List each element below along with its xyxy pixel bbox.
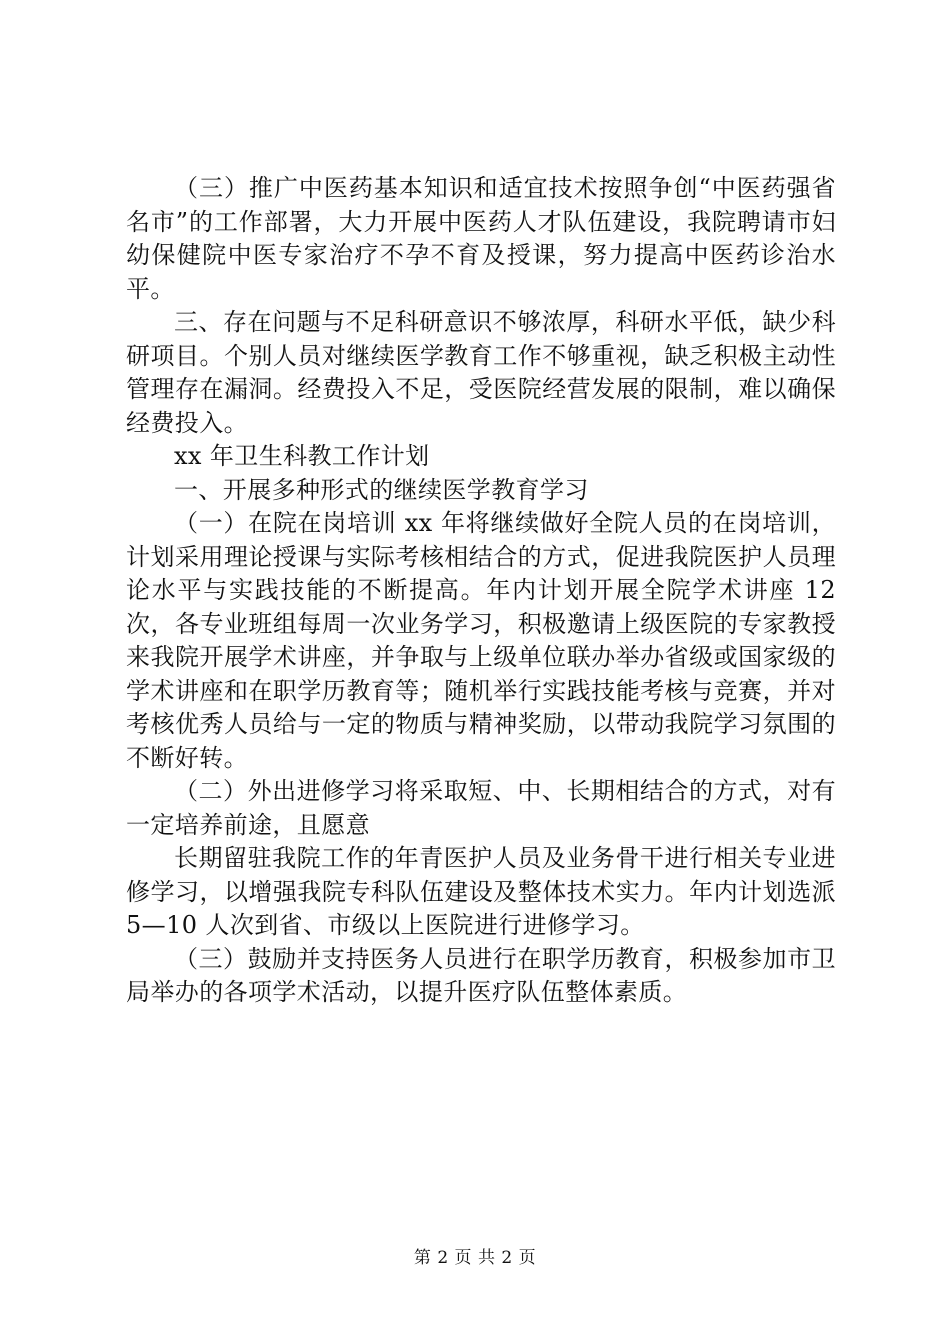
paragraph-plan-title: xx 年卫生科教工作计划	[174, 442, 430, 470]
paragraph-external-study: （二）外出进修学习将采取短、中、长期相结合的方式，对有一定培养前途，且愿意	[126, 777, 836, 839]
paragraph-onsite-training: （一）在院在岗培训 xx 年将继续做好全院人员的在岗培训，计划采用理论授课与实际考核相结合的方式，促进我院医护人员理论水平与实践技能的不断提高。年内计划开展全院学术讲座 12 次，各专业班组每周一次业务学习，积极邀请上级医院的专家教授来我院开展学术讲座，并争取与上级单位联办举办省级或国家级的学术讲座和在职学历教育等；随机举行实践技能考核与竞赛，并对考核优秀人员给与一定的物质与精神奖励，以带动我院学习氛围的不断好转。	[126, 509, 845, 772]
page-number-footer: 第 2 页 共 2 页	[413, 1248, 537, 1268]
paragraph-section-one-heading: 一、开展多种形式的继续医学教育学习	[174, 475, 589, 504]
paragraph-problems: 三、存在问题与不足科研意识不够浓厚，科研水平低，缺少科研项目。个别人员对继续医学教育工作不够重视，缺乏积极主动性管理存在漏洞。经费投入不足，受医院经营发展的限制，难以确保经费投入。	[126, 308, 836, 437]
document-body	[126, 172, 845, 1010]
paragraph-tcm-promotion: （三）推广中医药基本知识和适宜技术按照争创“中医药强省名市”的工作部署，大力开展中医药人才队伍建设，我院聘请市妇幼保健院中医专家治疗不孕不育及授课，努力提高中医药诊治水平。	[126, 174, 836, 303]
paragraph-degree-education: （三）鼓励并支持医务人员进行在职学历教育，积极参加市卫局举办的各项学术活动，以提升医疗队伍整体素质。	[126, 944, 836, 1006]
paragraph-external-study-continued: 长期留驻我院工作的年青医护人员及业务骨干进行相关专业进修学习，以增强我院专科队伍建设及整体技术实力。年内计划选派 5—10 人次到省、市级以上医院进行进修学习。	[126, 844, 845, 939]
